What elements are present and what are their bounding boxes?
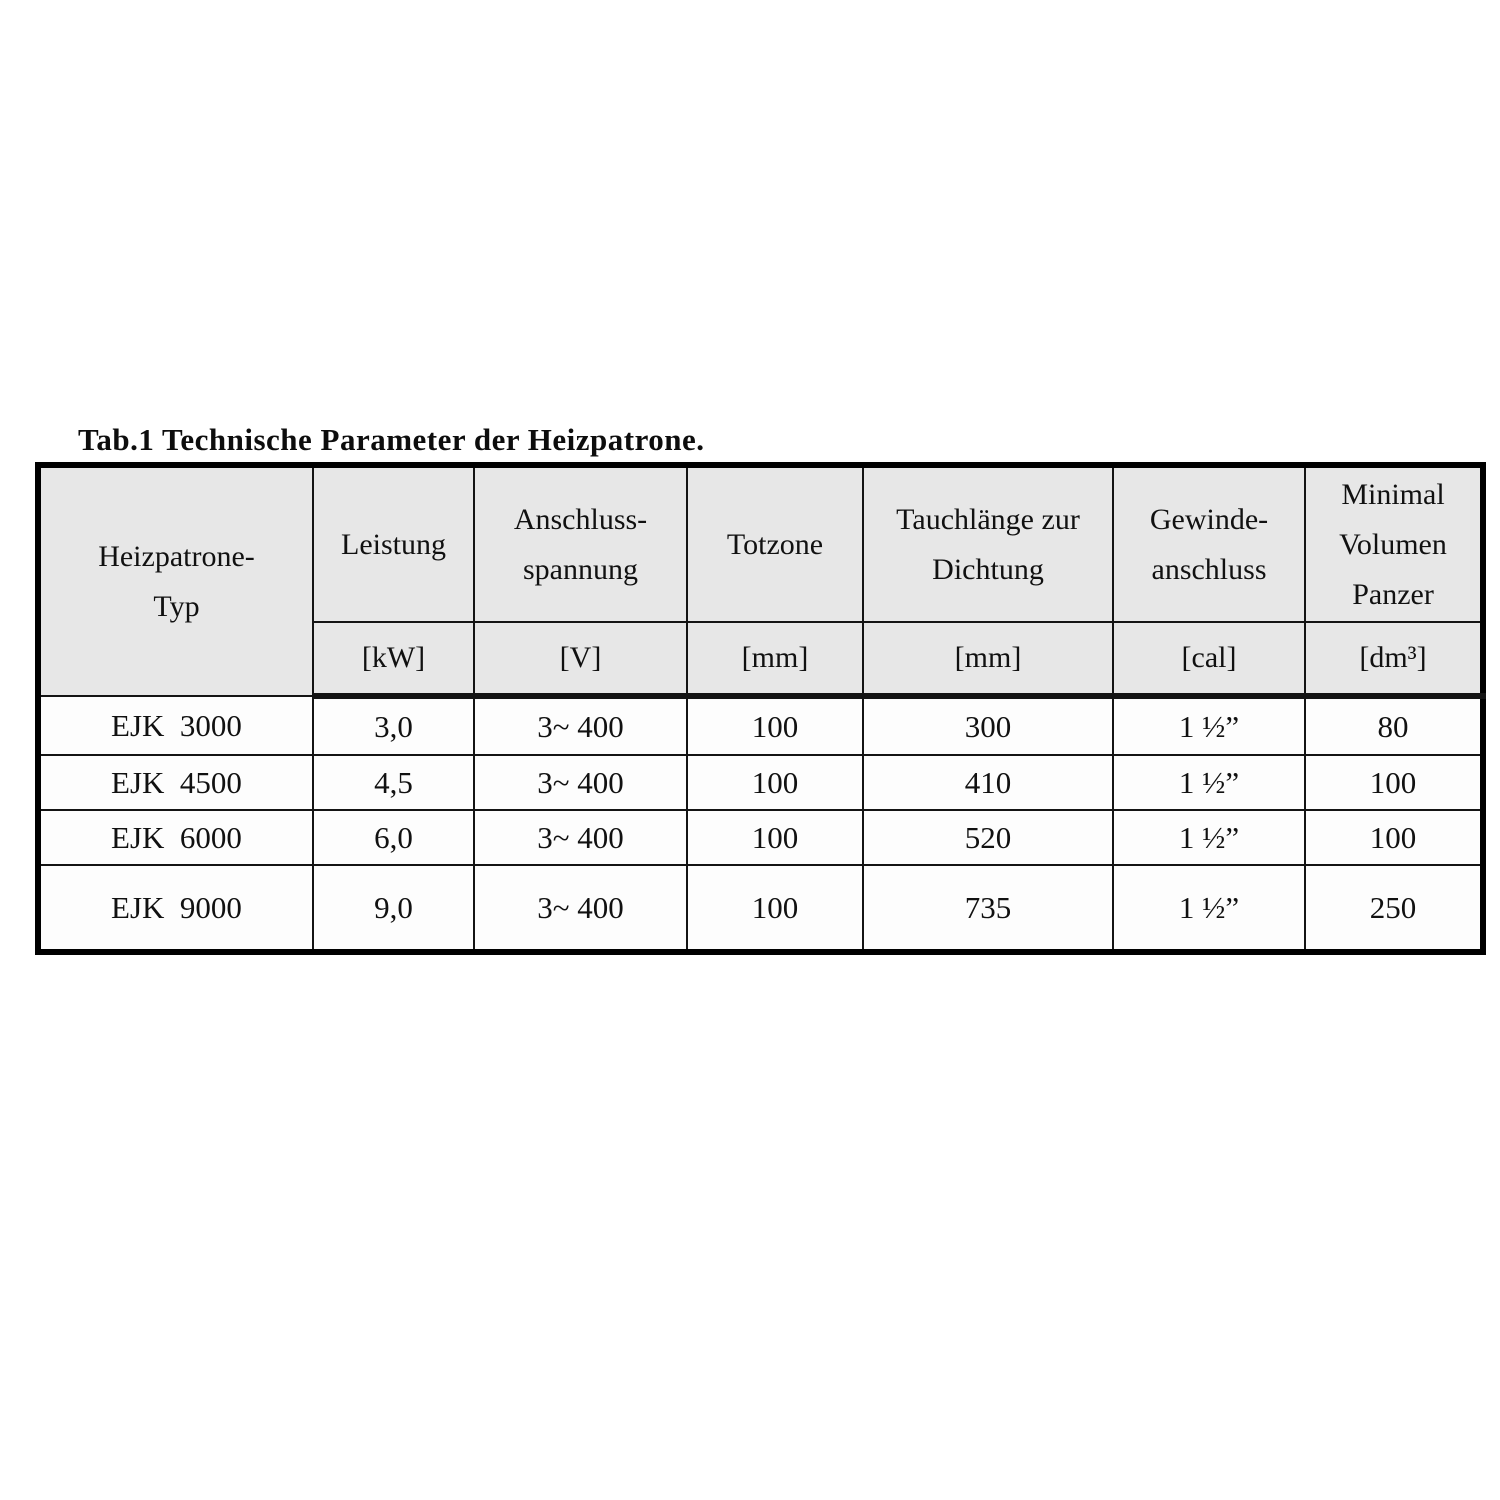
unit-anschlussspannung: [V] [474,622,687,696]
cell-leistung: 4,5 [313,755,474,810]
cell-typ: EJK 4500 [38,755,313,810]
cell-leistung: 6,0 [313,810,474,865]
unit-gewindeanschluss: [cal] [1113,622,1305,696]
parameters-table [35,462,1486,955]
table-row-ejk-6000 [38,810,1483,865]
cell-spannung: 3~ 400 [474,865,687,952]
cell-volumen: 80 [1305,696,1483,755]
cell-totzone: 100 [687,696,863,755]
cell-volumen: 100 [1305,810,1483,865]
header-line: Dichtung [932,552,1044,586]
cell-typ: EJK 3000 [38,696,313,755]
header-line: Heizpatrone- [98,539,255,573]
header-line: Typ [153,589,200,623]
cell-tauchlaenge: 410 [863,755,1113,810]
unit-volumen: [dm³] [1305,622,1483,696]
cell-totzone: 100 [687,865,863,952]
cell-gewinde: 1 ½” [1113,810,1305,865]
cell-gewinde: 1 ½” [1113,755,1305,810]
column-header-heizpatrone-typ [38,465,313,696]
cell-totzone: 100 [687,810,863,865]
column-header-leistung [313,465,474,622]
cell-spannung: 3~ 400 [474,810,687,865]
header-line: Anschluss- [513,502,648,536]
column-header-totzone [687,465,863,622]
cell-gewinde: 1 ½” [1113,696,1305,755]
column-header-minimal-volumen-panzer [1305,465,1483,622]
cell-typ: EJK 9000 [38,865,313,952]
header-row [38,465,1483,622]
table-row-ejk-3000 [38,696,1483,755]
cell-volumen: 100 [1305,755,1483,810]
header-line: anschluss [1151,552,1267,586]
header-line: spannung [523,552,638,586]
cell-typ: EJK 6000 [38,810,313,865]
header-line: Minimal [1341,477,1445,511]
column-header-gewindeanschluss [1113,465,1305,622]
cell-leistung: 9,0 [313,865,474,952]
unit-tauchlaenge: [mm] [863,622,1113,696]
cell-leistung: 3,0 [313,696,474,755]
column-header-anschlussspannung [474,465,687,622]
cell-gewinde: 1 ½” [1113,865,1305,952]
header-line: Leistung [341,527,446,561]
table-row-ejk-9000 [38,865,1483,952]
cell-tauchlaenge: 300 [863,696,1113,755]
cell-tauchlaenge: 735 [863,865,1113,952]
header-line: Volumen [1339,527,1447,561]
header-line: Totzone [726,527,824,561]
cell-tauchlaenge: 520 [863,810,1113,865]
cell-spannung: 3~ 400 [474,696,687,755]
header-line: Panzer [1352,577,1434,611]
table-row-ejk-4500 [38,755,1483,810]
column-header-tauchlaenge-zur-dichtung [863,465,1113,622]
unit-totzone: [mm] [687,622,863,696]
cell-spannung: 3~ 400 [474,755,687,810]
cell-volumen: 250 [1305,865,1483,952]
header-line: Gewinde- [1149,502,1269,536]
cell-totzone: 100 [687,755,863,810]
table-caption: Tab.1 Technische Parameter der Heizpatrone. [78,422,705,457]
unit-leistung: [kW] [313,622,474,696]
header-line: Tauchlänge zur [896,502,1080,536]
